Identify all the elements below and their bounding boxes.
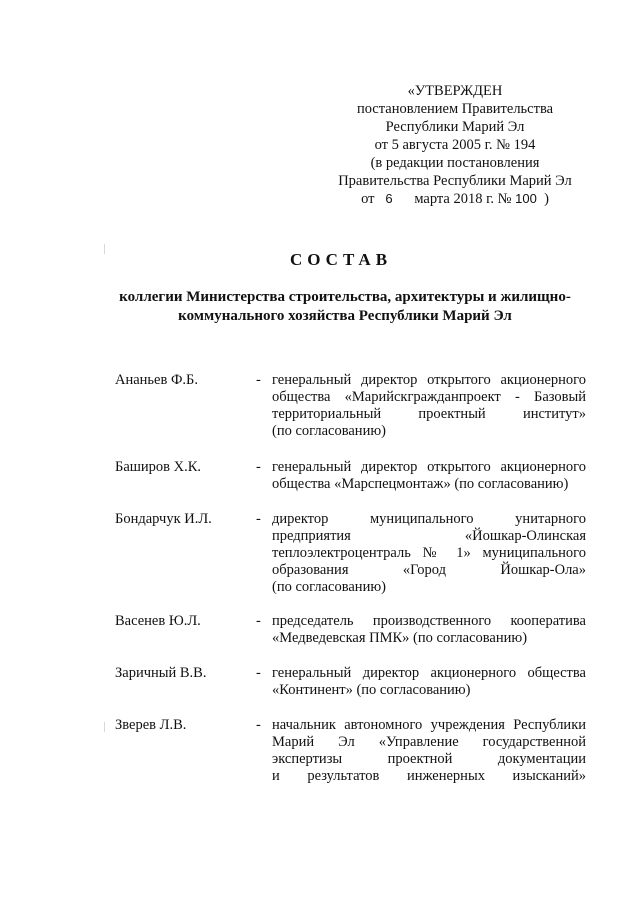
description-line: (по согласованию): [272, 423, 386, 439]
date-month-year: марта 2018 г. №: [414, 191, 512, 207]
member-dash: -: [256, 665, 261, 681]
description-line: общества «Марспецмонтаж» (по согласованию): [272, 476, 569, 492]
description-line: территориальный проектный институт»: [272, 406, 586, 422]
description-line: образования «Город Йошкар-Ола»: [272, 562, 586, 578]
member-name: Баширов Х.К.: [115, 459, 202, 475]
date-suffix: ): [544, 191, 549, 207]
member-description: [272, 372, 586, 440]
description-line: начальник автономного учреждения Республики: [272, 717, 586, 733]
approval-line: (в редакции постановления: [370, 155, 540, 171]
approval-line: Правительства Республики Марий Эл: [338, 173, 572, 189]
description-line: генеральный директор акционерного общества: [272, 665, 586, 681]
member-description: [272, 459, 586, 493]
amendment-date-line: [330, 190, 580, 208]
member-description: [272, 665, 586, 699]
member-dash: -: [256, 613, 261, 629]
approval-line: Республики Марий Эл: [385, 119, 525, 135]
approval-block: [330, 82, 580, 208]
approval-line: постановлением Правительства: [356, 101, 554, 117]
document-subtitle: [110, 288, 580, 326]
member-name: Васенев Ю.Л.: [115, 613, 201, 629]
date-day: 6: [385, 191, 393, 206]
member-description: [272, 511, 586, 596]
approval-line: от 5 августа 2005 г. № 194: [374, 137, 536, 153]
member-dash: -: [256, 717, 261, 733]
description-line: председатель производственного кооператива: [272, 613, 586, 629]
description-line: «Континент» (по согласованию): [272, 682, 471, 698]
description-line: Марий Эл «Управление государственной: [272, 734, 586, 750]
description-line: директор муниципального унитарного: [272, 511, 586, 527]
member-description: [272, 717, 586, 785]
subtitle-line: коллегии Министерства строительства, архитектуры и жилищно-: [119, 289, 571, 305]
member-dash: -: [256, 511, 261, 527]
scan-margin-mark: [104, 244, 105, 254]
description-line: «Медведевская ПМК» (по согласованию): [272, 630, 528, 646]
subtitle-line: коммунального хозяйства Республики Марий Эл: [178, 308, 512, 324]
description-line: генеральный директор открытого акционерного: [272, 372, 586, 388]
description-line: (по согласованию): [272, 579, 386, 595]
member-description: [272, 613, 586, 647]
description-line: предприятия «Йошкар-Олинская: [272, 528, 586, 544]
description-line: общества «Марийскгражданпроект - Базовый: [272, 389, 586, 405]
member-name: Ананьев Ф.Б.: [115, 372, 198, 388]
member-name: Заричный В.В.: [115, 665, 207, 681]
date-prefix: от: [361, 191, 375, 207]
date-number: 100: [515, 191, 537, 206]
document-title: СОСТАВ: [289, 250, 393, 269]
description-line: теплоэлектроцентраль № 1» муниципального: [272, 545, 586, 561]
approval-line: «УТВЕРЖДЕН: [407, 83, 503, 99]
description-line: и результатов инженерных изысканий»: [272, 768, 586, 784]
description-line: генеральный директор открытого акционерного: [272, 459, 586, 475]
scan-margin-mark: [104, 722, 105, 732]
member-dash: -: [256, 372, 261, 388]
member-dash: -: [256, 459, 261, 475]
description-line: экспертизы проектной документации: [272, 751, 586, 767]
member-name: Бондарчук И.Л.: [115, 511, 212, 527]
member-name: Зверев Л.В.: [115, 717, 187, 733]
